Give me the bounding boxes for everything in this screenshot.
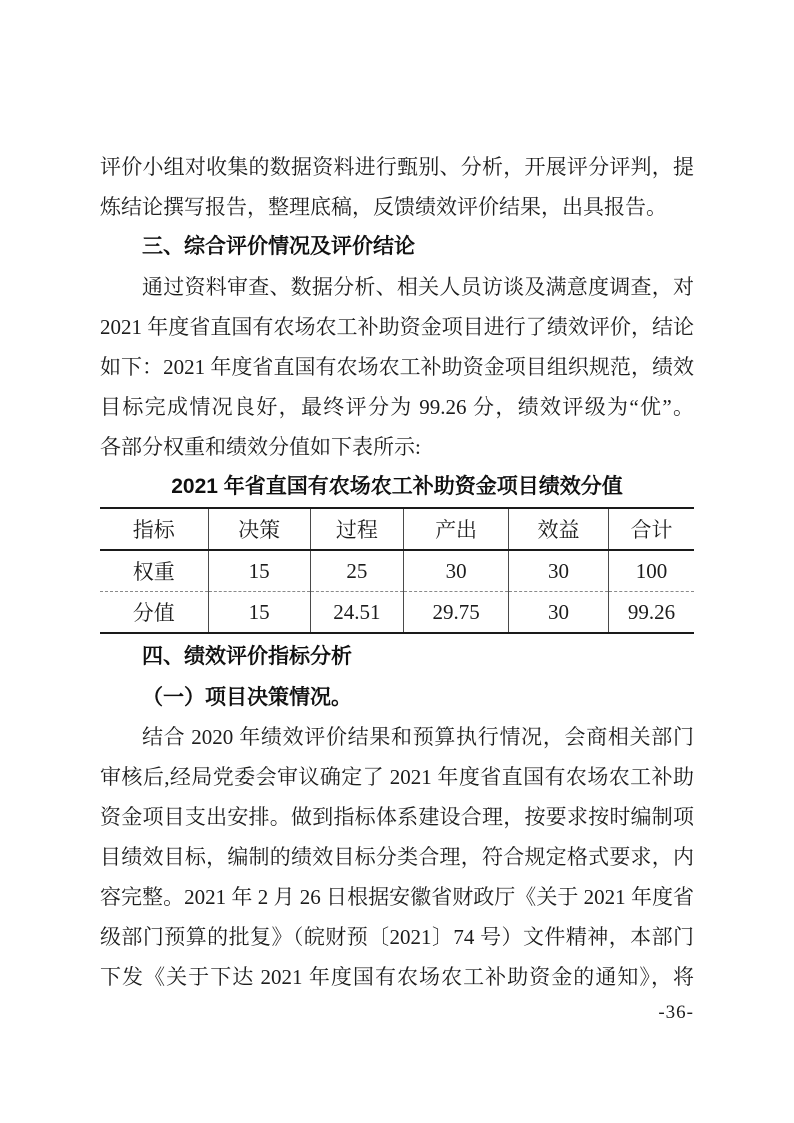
paragraph3-line3: 资金项目支出安排。做到指标体系建设合理，按要求按时编制项	[100, 805, 694, 829]
score-output: 29.75	[404, 592, 509, 634]
paragraph3-line6: 级部门预算的批复》（皖财预〔2021〕74 号）文件精神，本部门	[100, 925, 694, 949]
table-header-decision: 决策	[208, 508, 310, 550]
weight-total: 100	[608, 550, 694, 592]
weight-benefit: 30	[509, 550, 609, 592]
page-number: -36-	[658, 1002, 694, 1023]
sub-heading-project-decision: （一）项目决策情况。	[142, 685, 352, 709]
section-heading-3: 三、综合评价情况及评价结论	[142, 235, 415, 258]
paragraph2-line2: 2021 年度省直国有农场农工补助资金项目进行了绩效评价，结论	[100, 315, 694, 339]
score-decision: 15	[208, 592, 310, 634]
paragraph3-line5: 容完整。2021 年 2 月 26 日根据安徽省财政厅《关于 2021 年度省	[100, 885, 694, 909]
paragraph1-line1: 评价小组对收集的数据资料进行甄别、分析，开展评分评判，提	[100, 155, 694, 179]
table-header-total: 合计	[608, 508, 694, 550]
paragraph3-line1: 结合 2020 年绩效评价结果和预算执行情况，会商相关部门	[142, 725, 694, 749]
paragraph1-line2: 炼结论撰写报告，整理底稿，反馈绩效评价结果，出具报告。	[100, 195, 667, 219]
table-header-benefit: 效益	[509, 508, 609, 550]
table-row-score	[100, 592, 694, 634]
table-row-weight	[100, 550, 694, 592]
weight-decision: 15	[208, 550, 310, 592]
paragraph2-line1: 通过资料审查、数据分析、相关人员访谈及满意度调查，对	[142, 275, 694, 299]
table-header-indicator: 指标	[100, 508, 208, 550]
table-header-process: 过程	[310, 508, 403, 550]
score-benefit: 30	[509, 592, 609, 634]
weight-output: 30	[404, 550, 509, 592]
table-title: 2021 年省直国有农场农工补助资金项目绩效分值	[171, 475, 623, 498]
section-heading-4: 四、绩效评价指标分析	[142, 645, 352, 668]
weight-process: 25	[310, 550, 403, 592]
table-header-row	[100, 508, 694, 550]
paragraph2-line3: 如下：2021 年度省直国有农场农工补助资金项目组织规范，绩效	[100, 355, 694, 379]
score-total: 99.26	[608, 592, 694, 634]
score-table	[100, 507, 694, 634]
row-label: 权重	[100, 550, 208, 592]
paragraph3-line4: 目绩效目标，编制的绩效目标分类合理，符合规定格式要求，内	[100, 845, 694, 869]
paragraph3-line2: 审核后,经局党委会审议确定了 2021 年度省直国有农场农工补助	[100, 765, 694, 789]
paragraph2-line5: 各部分权重和绩效分值如下表所示:	[100, 435, 421, 459]
paragraph2-line4: 目标完成情况良好，最终评分为 99.26 分，绩效评级为“优”。	[100, 395, 694, 419]
table-header-output: 产出	[404, 508, 509, 550]
score-process: 24.51	[310, 592, 403, 634]
row-label: 分值	[132, 601, 175, 625]
page-content	[100, 147, 694, 1024]
paragraph3-line7: 下发《关于下达 2021 年度国有农场农工补助资金的通知》，将	[100, 965, 694, 989]
